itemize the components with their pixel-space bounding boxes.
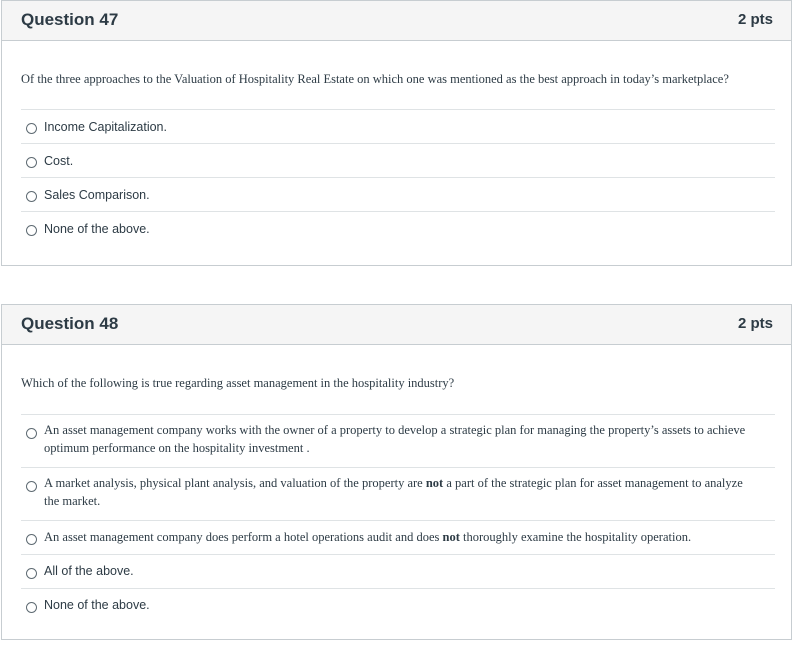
answer-label[interactable]: Sales Comparison. (44, 188, 150, 202)
answer-option[interactable] (21, 588, 775, 622)
answer-label[interactable]: None of the above. (44, 598, 150, 612)
radio-button[interactable] (26, 428, 37, 439)
answer-label[interactable]: None of the above. (44, 222, 150, 236)
question-title: Question 48 (21, 314, 119, 333)
question-title: Question 47 (21, 10, 119, 29)
answer-option[interactable] (21, 177, 775, 211)
question-points: 2 pts (737, 315, 773, 332)
answer-option[interactable] (21, 414, 775, 467)
question-points: 2 pts (737, 11, 773, 28)
emphasis-not: not (425, 476, 444, 490)
answer-text-part: A market analysis, physical plant analysis, and valuation of the property are (44, 476, 426, 490)
radio-button[interactable] (26, 481, 37, 492)
answer-label[interactable]: Income Capitalization. (44, 120, 167, 134)
answer-option[interactable] (21, 467, 775, 520)
answer-list (21, 414, 775, 622)
emphasis-not: not (442, 530, 460, 544)
radio-button[interactable] (26, 123, 37, 134)
answer-label[interactable]: Cost. (44, 154, 74, 168)
question-48-card (1, 304, 792, 640)
radio-button[interactable] (26, 225, 37, 236)
answer-text-part: thoroughly examine the hospitality operation. (459, 530, 692, 544)
question-text: Of the three approaches to the Valuation of Hospitality Real Estate on which one was mentioned as the best approach in today’s marketplace? (21, 72, 729, 86)
question-47-card (1, 0, 792, 266)
radio-button[interactable] (26, 534, 37, 545)
question-header (2, 305, 791, 345)
answer-label[interactable]: An asset management company works with the owner of a property to develop a strategic plan for managing the property’s assets to achieve optimum performance on the hospitality investment . (44, 423, 746, 455)
answer-list (21, 109, 775, 245)
answer-option[interactable] (21, 143, 775, 177)
answer-label[interactable] (44, 474, 755, 510)
answer-option[interactable] (21, 211, 775, 245)
answer-option[interactable] (21, 520, 775, 554)
answer-text-part: An asset management company does perform a hotel operations audit and does (44, 530, 443, 544)
question-header (2, 1, 791, 41)
answer-label[interactable] (44, 528, 755, 546)
question-text: Which of the following is true regarding asset management in the hospitality industry? (21, 376, 455, 390)
radio-button[interactable] (26, 568, 37, 579)
radio-button[interactable] (26, 157, 37, 168)
answer-label[interactable]: All of the above. (44, 564, 134, 578)
answer-text-part: a part of the strategic plan for asset management to analyze the market. (44, 476, 743, 508)
answer-option[interactable] (21, 109, 775, 143)
radio-button[interactable] (26, 602, 37, 613)
answer-option[interactable] (21, 554, 775, 588)
radio-button[interactable] (26, 191, 37, 202)
